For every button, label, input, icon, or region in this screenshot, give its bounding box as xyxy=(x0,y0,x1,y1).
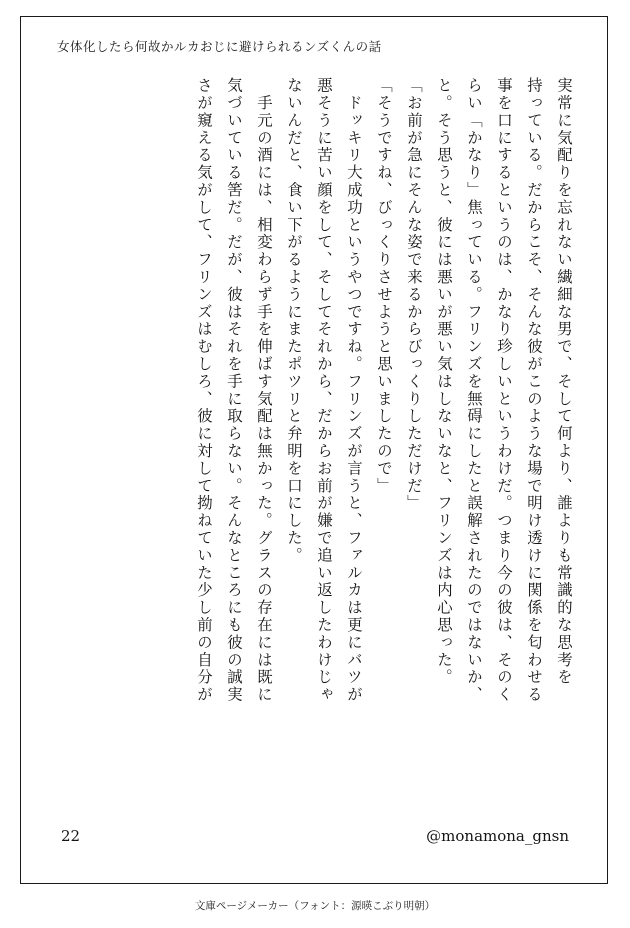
text-column: 持っている。だからこそ、そんな彼がこのような場で明け透けに関係を匂わせる xyxy=(525,77,543,704)
text-column: らい「かなり」焦っている。フリンズを無碍にしたと誤解されたのではないか、 xyxy=(465,77,483,704)
vertical-text-body xyxy=(57,77,571,777)
page-sheet xyxy=(20,16,608,884)
text-column: 気づいている筈だ。だが、彼はそれを手に取らない。そんなところにも彼の誠実 xyxy=(225,77,243,704)
author-handle: @monamona_gnsn xyxy=(426,827,569,845)
page-content xyxy=(57,39,571,861)
text-column: ドッキリ大成功というやつですね。フリンズが言うと、ファルカは更にバツが xyxy=(345,77,363,704)
text-column: さが窺える気がして、フリンズはむしろ、彼に対して拗ねていた少し前の自分が xyxy=(195,77,213,704)
page-footer xyxy=(57,825,571,845)
text-column: 「お前が急にそんな姿で来るからびっくりしただけだ」 xyxy=(405,77,423,512)
document-title: 女体化したら何故かルカおじに避けられるンズくんの話 xyxy=(57,39,382,54)
text-column: と。そう思うと、彼には悪いが悪い気はしないなと、フリンズは内心思った。 xyxy=(435,77,453,686)
text-column: 「そうですね、びっくりさせようと思いましたので」 xyxy=(375,77,393,495)
text-column: 手元の酒には、相変わらず手を伸ばす気配は無かった。グラスの存在には既に xyxy=(255,77,273,704)
text-column: 実常に気配りを忘れない繊細な男で、そして何より、誰よりも常識的な思考を xyxy=(555,77,573,686)
text-column: 悪そうに苦い顔をして、そしてそれから、だからお前が嫌で追い返したわけじゃ xyxy=(315,77,333,704)
page-number: 22 xyxy=(61,827,81,845)
generator-caption: 文庫ページメーカー（フォント：源暎こぶり明朝） xyxy=(194,900,436,912)
text-column: ないんだと、食い下がるようにまたポツリと弁明を口にした。 xyxy=(285,77,303,565)
text-column: 事を口にするというのは、かなり珍しいというわけだ。つまり今の彼は、そのく xyxy=(495,77,513,704)
